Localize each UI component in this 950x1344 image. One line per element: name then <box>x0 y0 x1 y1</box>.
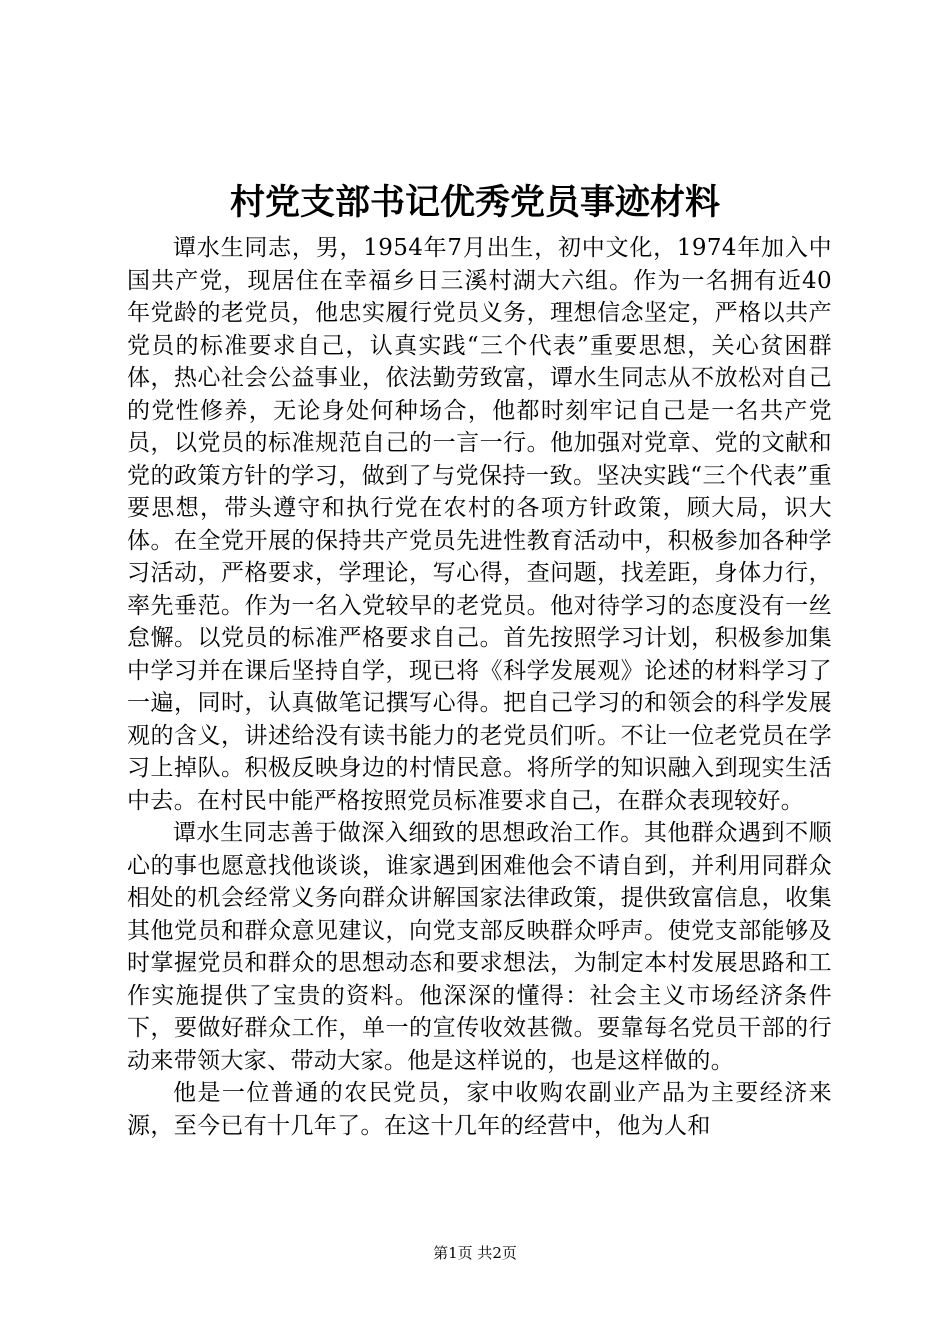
paragraph-2: 谭水生同志善于做深入细致的思想政治工作。其他群众遇到不顺心的事也愿意找他谈谈，谁家遇到困难他会不请自到，并利用同群众相处的机会经常义务向群众讲解国家法律政策，提供致富信息，收集其他党员和群众意见建议，向党支部反映群众呼声。使党支部能够及时掌握党员和群众的思想动态和要求想法，为制定本村发展思路和工作实施提供了宝贵的资料。他深深的懂得：社会主义市场经济条件下，要做好群众工作，单一的宣传收效甚微。要靠每名党员干部的行动来带领大家、带动大家。他是这样说的，也是这样做的。 <box>127 820 832 1074</box>
document-title: 村党支部书记优秀党员事迹材料 <box>229 182 720 223</box>
document-body <box>127 232 832 1142</box>
paragraph-1: 谭水生同志，男，1954年7月出生，初中文化，1974年加入中国共产党，现居住在幸福乡日三溪村湖大六组。作为一名拥有近40年党龄的老党员，他忠实履行党员义务，理想信念坚定，严格以共产党员的标准要求自己，认真实践“三个代表”重要思想，关心贫困群体，热心社会公益事业，依法勤劳致富，谭水生同志从不放松对自己的党性修养，无论身处何种场合，他都时刻牢记自己是一名共产党员，以党员的标准规范自己的一言一行。他加强对党章、党的文献和党的政策方针的学习，做到了与党保持一致。坚决实践“三个代表”重要思想，带头遵守和执行党在农村的各项方针政策，顾大局，识大体。在全党开展的保持共产党员先进性教育活动中，积极参加各种学习活动，严格要求，学理论，写心得，查问题，找差距，身体力行，率先垂范。作为一名入党较早的老党员。他对待学习的态度没有一丝怠懈。以党员的标准严格要求自己。首先按照学习计划，积极参加集中学习并在课后坚持自学，现已将《科学发展观》论述的材料学习了一遍，同时，认真做笔记撰写心得。把自己学习的和领会的科学发展观的含义，讲述给没有读书能力的老党员们听。不让一位老党员在学习上掉队。积极反映身边的村情民意。将所学的知识融入到现实生活中去。在村民中能严格按照党员标准要求自己，在群众表现较好。 <box>127 235 832 814</box>
paragraph-3: 他是一位普通的农民党员，家中收购农副业产品为主要经济来源，至今已有十几年了。在这十几年的经营中，他为人和 <box>127 1080 832 1139</box>
page-number-footer: 第1页 共2页 <box>433 1244 517 1262</box>
